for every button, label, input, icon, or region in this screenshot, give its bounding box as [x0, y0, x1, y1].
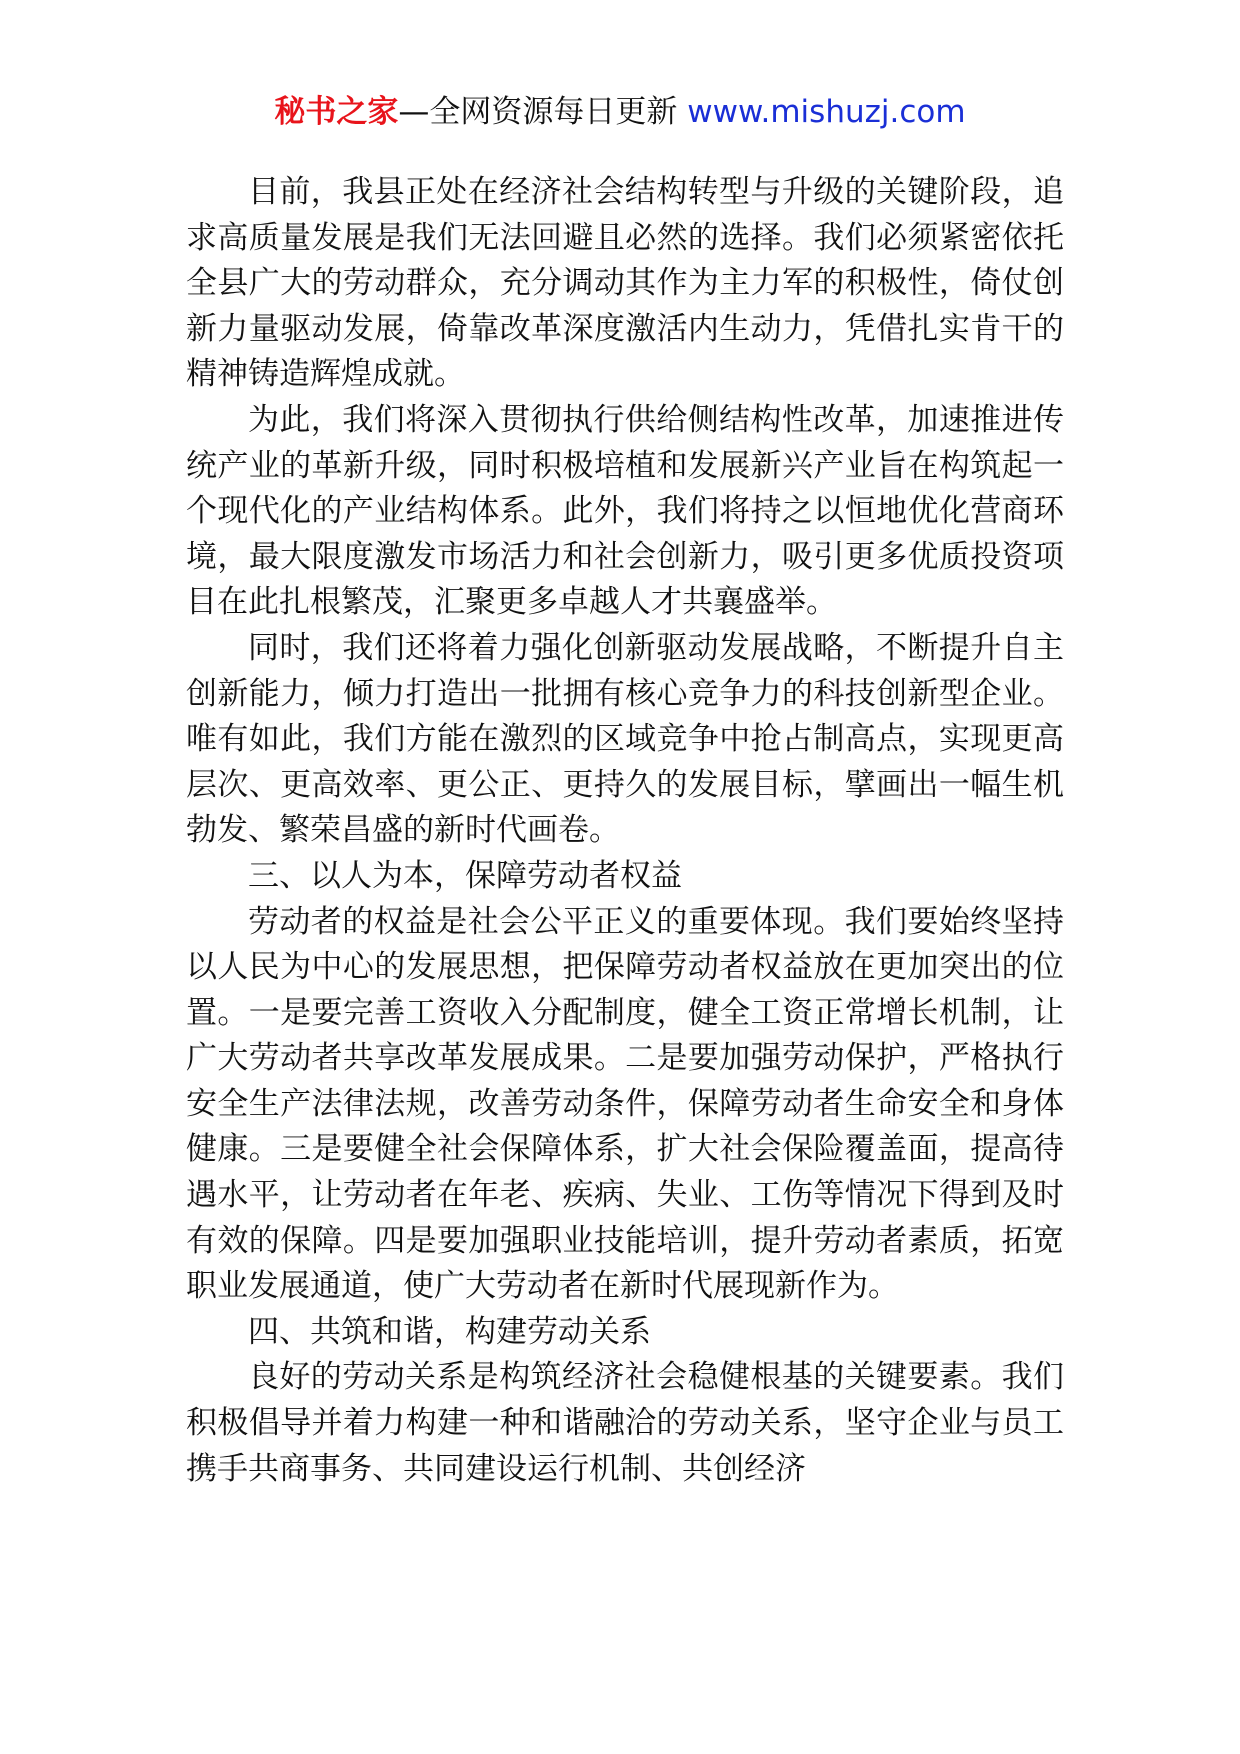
header-slogan: —全网资源每日更新 [398, 94, 678, 130]
paragraph: 良好的劳动关系是构筑经济社会稳健根基的关键要素。我们积极倡导并着力构建一种和谐融洽的劳动关系，坚守企业与员工携手共商事务、共同建设运行机制、共创经济 [186, 1359, 1064, 1487]
paragraph: 为此，我们将深入贯彻执行供给侧结构性改革，加速推进传统产业的革新升级，同时积极培植和发展新兴产业旨在构筑起一个现代化的产业结构体系。此外，我们将持之以恒地优化营商环境，最大限度激发市场活力和社会创新力，吸引更多优质投资项目在此扎根繁茂，汇聚更多卓越人才共襄盛举。 [186, 401, 1064, 621]
document-body [186, 170, 1064, 1492]
section-heading: 四、共筑和谐，构建劳动关系 [248, 1313, 651, 1350]
page-header [0, 92, 1240, 132]
paragraph: 劳动者的权益是社会公平正义的重要体现。我们要始终坚持以人民为中心的发展思想，把保障劳动者权益放在更加突出的位置。一是要完善工资收入分配制度，健全工资正常增长机制，让广大劳动者共享改革发展成果。二是要加强劳动保护，严格执行安全生产法律法规，改善劳动条件，保障劳动者生命安全和身体健康。三是要健全社会保障体系，扩大社会保险覆盖面，提高待遇水平，让劳动者在年老、疾病、失业、工伤等情况下得到及时有效的保障。四是要加强职业技能培训，提升劳动者素质，拓宽职业发展通道，使广大劳动者在新时代展现新作为。 [186, 903, 1064, 1305]
paragraph: 同时，我们还将着力强化创新驱动发展战略，不断提升自主创新能力，倾力打造出一批拥有核心竞争力的科技创新型企业。唯有如此，我们方能在激烈的区域竞争中抢占制高点，实现更高层次、更高效率、更公正、更持久的发展目标，擘画出一幅生机勃发、繁荣昌盛的新时代画卷。 [186, 629, 1064, 849]
brand-name: 秘书之家 [274, 94, 399, 130]
website-link[interactable]: www.mishuzj.com [687, 94, 966, 130]
section-heading: 三、以人为本，保障劳动者权益 [248, 857, 682, 894]
paragraph: 目前，我县正处在经济社会结构转型与升级的关键阶段，追求高质量发展是我们无法回避且必然的选择。我们必须紧密依托全县广大的劳动群众，充分调动其作为主力军的积极性，倚仗创新力量驱动发展，倚靠改革深度激活内生动力，凭借扎实肯干的精神铸造辉煌成就。 [186, 174, 1064, 393]
